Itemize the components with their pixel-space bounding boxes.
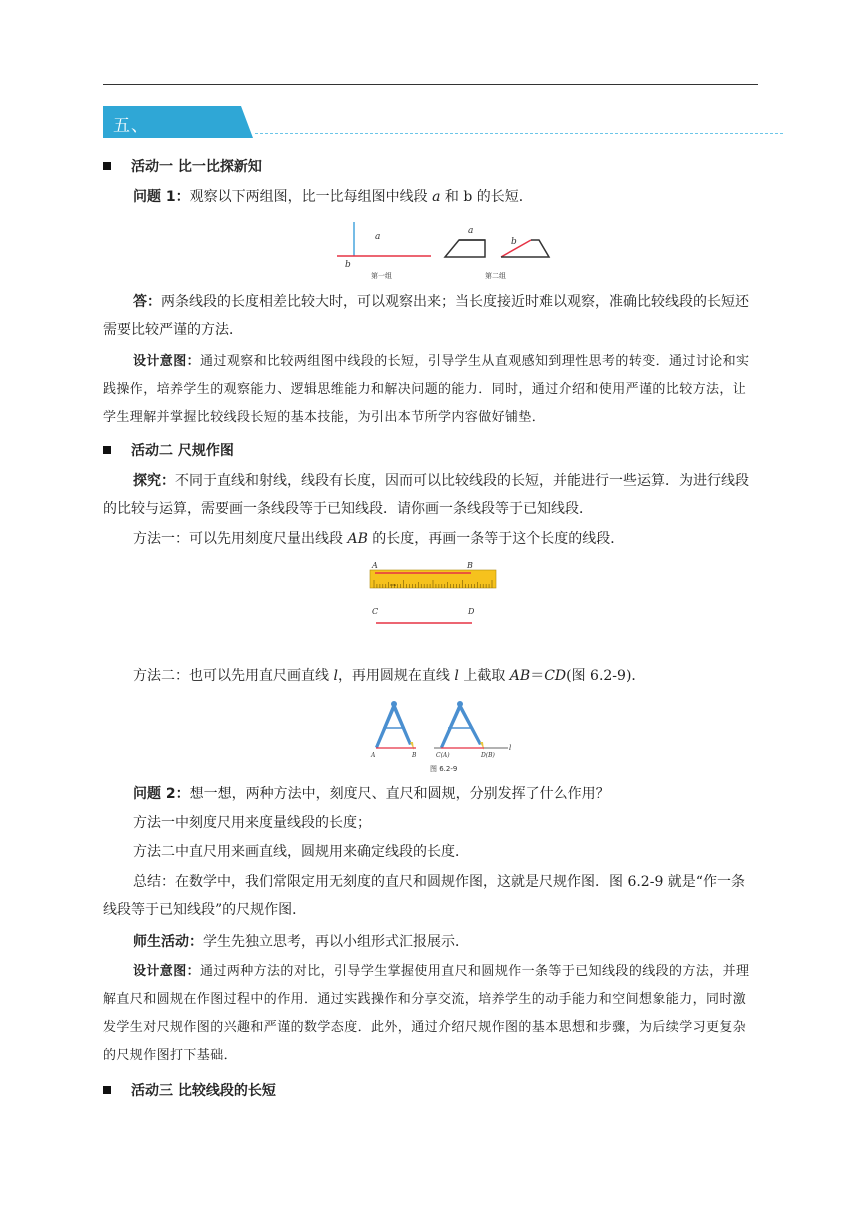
- section-title: 五、教学过程: [113, 116, 149, 186]
- caption-group1: 第一组: [371, 272, 392, 280]
- ruler-label-D: D: [468, 607, 475, 616]
- compass-caption: 图 6.2-9: [430, 765, 458, 773]
- compass-label-A: A: [371, 752, 376, 759]
- ruler-label-A: A: [372, 561, 378, 570]
- compass-label-CA: C(A): [436, 752, 450, 759]
- compass-left-icon: [375, 701, 414, 750]
- compass-label-l: l: [509, 744, 512, 752]
- question2: 问题 2：想一想，两种方法中，刻度尺、直尺和圆规，分别发挥了什么作用？: [133, 786, 610, 802]
- activity1-heading: 活动一 比一比探新知: [103, 157, 262, 177]
- design-intent-1: 设计意图：通过观察和比较两组图中线段的长短，引导学生从直观感知到理性思考的转变．通过讨论和实践操作，培养学生的观察能力、逻辑思维能力和解决问题的能力．同时，通过介绍和使用严谨的比较方法，让学生理解并掌握比较线段长短的基本技能，为引出本节所学内容做好铺垫．: [103, 354, 750, 425]
- activity3-heading: 活动三 比较线段的长短: [103, 1081, 276, 1101]
- figure-compass: [368, 698, 518, 776]
- bullet-square-icon: [103, 1086, 111, 1094]
- question2-answer2: 方法二中直尺用来画直线，圆规用来确定线段的长度．: [133, 844, 469, 860]
- method2: 方法二：也可以先用直尺画直线 l，再用圆规在直线 l 上截取 AB＝CD(图 6.2-9)．: [133, 668, 646, 684]
- compass-label-DB: D(B): [481, 752, 495, 759]
- method1: 方法一：可以先用刻度尺量出线段 AB 的长度，再画一条等于这个长度的线段．: [133, 531, 625, 547]
- teacher-student-activity: 师生活动：学生先独立思考，再以小组形式汇报展示．: [133, 934, 469, 950]
- bullet-square-icon: [103, 162, 111, 170]
- ruler-label-C: C: [372, 607, 379, 616]
- question1: 问题 1：观察以下两组图，比一比每组图中线段 a 和 b 的长短．: [133, 189, 533, 205]
- compass-label-B: B: [412, 752, 417, 759]
- label-b-group2: b: [511, 237, 517, 247]
- compass-right-icon: [440, 701, 484, 750]
- figure-ruler: [366, 560, 498, 630]
- design-intent-2: 设计意图：通过两种方法的对比，引导学生掌握使用直尺和圆规作一条等于已知线段的线段的方法，并理解直尺和圆规在作图过程中的作用．通过实践操作和分享交流，培养学生的动手能力和空间想象能力，同时激发学生对尺规作图的兴趣和严谨的数学态度．此外，通过介绍尺规作图的基本思想和步骤，为后续学习更复杂的尺规作图打下基础．: [103, 964, 750, 1063]
- summary: 总结：在数学中，我们常限定用无刻度的直尺和圆规作图，这就是尺规作图．图 6.2-9 就是“作一条线段等于已知线段”的尺规作图．: [103, 874, 745, 918]
- trapezoid-shape: [445, 240, 485, 257]
- question2-answer1: 方法一中刻度尺用来度量线段的长度；: [133, 815, 371, 831]
- label-b-group1: b: [345, 260, 351, 270]
- answer1: 答：两条线段的长度相差比较大时，可以观察出来；当长度接近时难以观察，准确比较线段的长短还需要比较严谨的方法．: [103, 294, 749, 338]
- activity2-heading: 活动二 尺规作图: [103, 441, 234, 461]
- bullet-square-icon: [103, 446, 111, 454]
- ruler-unit: cm: [390, 582, 397, 587]
- ruler-label-B: B: [467, 561, 473, 570]
- top-rule: [103, 84, 758, 85]
- explore-paragraph: 探究：不同于直线和射线，线段有长度，因而可以比较线段的长短，并能进行一些运算．为进行线段的比较与运算，需要画一条线段等于已知线段．请你画一条线段等于已知线段．: [103, 473, 749, 517]
- label-a-group2: a: [468, 226, 474, 236]
- section-dashed-rule: [255, 133, 783, 134]
- caption-group2: 第二组: [485, 272, 506, 280]
- label-a-group1: a: [375, 232, 381, 242]
- figure-compare-segments: [335, 220, 555, 282]
